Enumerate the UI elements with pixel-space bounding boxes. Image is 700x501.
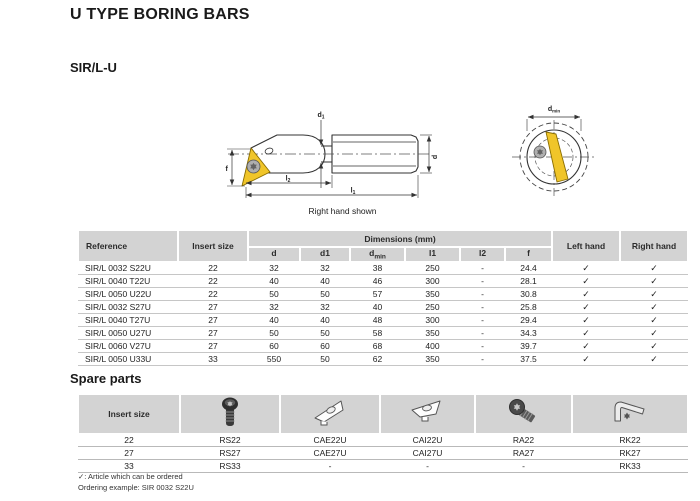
cell-reference: SIR/L 0050 U27U — [78, 327, 178, 340]
table-row: SIR/L 0032 S22U 22 32 32 38 250 - 24.4 ✓ ✓ — [78, 262, 688, 275]
col-header-insert-size: Insert size — [178, 230, 248, 262]
spare-header-row — [78, 394, 688, 434]
header-row-1 — [78, 230, 688, 247]
col-header-f: f — [505, 247, 552, 262]
right-hand-check: ✓ — [620, 275, 688, 288]
label-f: f — [225, 166, 228, 173]
table-row: SIR/L 0050 U22U 22 50 50 57 350 - 30.8 ✓ ✓ — [78, 288, 688, 301]
cell-reference: SIR/L 0040 T27U — [78, 314, 178, 327]
col-header-dimensions: Dimensions (mm) — [248, 230, 552, 247]
col-header-reference: Reference — [78, 230, 178, 262]
cell-reference: SIR/L 0060 V27U — [78, 340, 178, 353]
left-hand-check: ✓ — [552, 288, 620, 301]
left-hand-check: ✓ — [552, 314, 620, 327]
table-row: SIR/L 0050 U33U 33 550 50 62 350 - 37.5 ✓ ✓ — [78, 353, 688, 366]
table-row: SIR/L 0060 V27U 27 60 60 68 400 - 39.7 ✓ ✓ — [78, 340, 688, 353]
left-hand-check: ✓ — [552, 353, 620, 366]
shim-external-icon — [280, 394, 380, 434]
shim-internal-icon — [380, 394, 475, 434]
col-header-l1: l1 — [405, 247, 460, 262]
left-hand-check: ✓ — [552, 275, 620, 288]
side-view-drawing — [225, 104, 470, 204]
drawing-caption: Right hand shown — [308, 206, 377, 216]
col-header-d: d — [248, 247, 300, 262]
right-hand-check: ✓ — [620, 301, 688, 314]
clamp-screw-icon — [475, 394, 572, 434]
left-hand-check: ✓ — [552, 262, 620, 275]
cell-reference: SIR/L 0032 S27U — [78, 301, 178, 314]
cell-reference: SIR/L 0032 S22U — [78, 262, 178, 275]
col-header-right-hand: Right hand — [620, 230, 688, 262]
spare-parts-table — [78, 394, 688, 473]
table-row: SIR/L 0040 T22U 22 40 40 46 300 - 28.1 ✓ ✓ — [78, 275, 688, 288]
cell-reference: SIR/L 0040 T22U — [78, 275, 178, 288]
page-title: U TYPE BORING BARS — [70, 6, 250, 23]
cell-reference: SIR/L 0050 U33U — [78, 353, 178, 366]
label-d1: $d_1$ — [317, 112, 325, 121]
right-hand-check: ✓ — [620, 340, 688, 353]
left-hand-check: ✓ — [552, 301, 620, 314]
torx-key-icon — [572, 394, 688, 434]
label-d: d — [432, 154, 439, 160]
left-hand-check: ✓ — [552, 340, 620, 353]
table-row: SIR/L 0032 S27U 27 32 32 40 250 - 25.8 ✓ ✓ — [78, 301, 688, 314]
label-l2: $l_2$ — [285, 175, 291, 184]
end-view-drawing — [488, 100, 608, 205]
cell-reference: SIR/L 0050 U22U — [78, 288, 178, 301]
right-hand-check: ✓ — [620, 262, 688, 275]
ordering-example: Ordering example: SIR 0032 S22U — [78, 482, 194, 492]
col-header-spare-insert-size: Insert size — [78, 394, 180, 434]
right-hand-check: ✓ — [620, 314, 688, 327]
table-row: SIR/L 0040 T27U 27 40 40 48 300 - 29.4 ✓ ✓ — [78, 314, 688, 327]
col-header-l2: l2 — [460, 247, 505, 262]
dimensions-table — [78, 230, 688, 366]
spare-row: 27 RS27 CAE27U CAI27U RA27 RK27 — [78, 447, 688, 460]
right-hand-check: ✓ — [620, 353, 688, 366]
table-row: SIR/L 0050 U27U 27 50 50 58 350 - 34.3 ✓ ✓ — [78, 327, 688, 340]
insert-screw-icon — [180, 394, 280, 434]
col-header-left-hand: Left hand — [552, 230, 620, 262]
spare-row: 33 RS33 - - - RK33 — [78, 460, 688, 473]
spare-row: 22 RS22 CAE22U CAI22U RA22 RK22 — [78, 434, 688, 447]
left-hand-check: ✓ — [552, 327, 620, 340]
label-dmin: $d_{min}$ — [547, 106, 561, 114]
col-header-dmin: $d_{min}$ — [350, 247, 405, 262]
check-note: ✓: Article which can be ordered — [78, 472, 183, 481]
right-hand-check: ✓ — [620, 288, 688, 301]
right-hand-check: ✓ — [620, 327, 688, 340]
col-header-d1: d1 — [300, 247, 350, 262]
spare-parts-title: Spare parts — [70, 371, 142, 386]
footer-notes — [78, 472, 194, 493]
product-code: SIR/L-U — [70, 60, 117, 75]
label-l1: $l_1$ — [350, 187, 356, 196]
